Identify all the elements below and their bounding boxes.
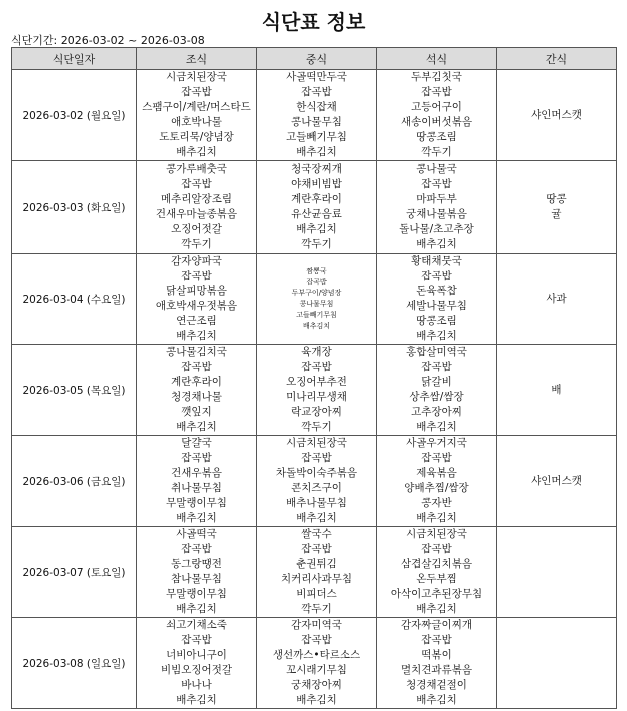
menu-item: 귤	[551, 208, 562, 220]
menu-item: 잡곡밥	[421, 270, 452, 282]
menu-item: 배추김치	[176, 512, 217, 524]
lunch-cell	[257, 70, 377, 161]
menu-item: 배추김치	[416, 421, 457, 433]
meal-period-label: 식단기간: 2026-03-02 ~ 2026-03-08	[11, 34, 205, 47]
menu-item: 깍두기	[301, 238, 332, 250]
menu-item: 배추김치	[176, 330, 217, 342]
menu-item: 미나리무생채	[286, 391, 347, 403]
menu-item: 배추김치	[416, 330, 457, 342]
menu-item: 깍두기	[301, 603, 332, 615]
menu-item: 배추김치	[296, 512, 337, 524]
meal-date: 2026-03-02 (월요일)	[12, 70, 137, 161]
menu-item: 건새우마늘종볶음	[155, 208, 238, 220]
meal-date: 2026-03-06 (금요일)	[12, 436, 137, 527]
menu-item: 청경채겉절이	[406, 679, 467, 691]
snack-cell	[497, 436, 617, 527]
menu-item: 계란후라이	[171, 376, 222, 388]
menu-item: 비빔오징어젓갈	[160, 664, 232, 676]
table-row	[12, 70, 617, 161]
menu-item: 메추리알장조림	[160, 193, 232, 205]
menu-item: 잡곡밥	[306, 278, 327, 286]
menu-item: 깍두기	[181, 238, 212, 250]
dinner-cell	[377, 345, 497, 436]
menu-item: 차돌박이숙주볶음	[275, 467, 358, 479]
snack-cell	[497, 161, 617, 254]
menu-item: 잡곡밥	[181, 634, 212, 646]
dinner-cell	[377, 436, 497, 527]
menu-item: 콩나물김치국	[166, 346, 227, 358]
menu-item: 땅콩조림	[416, 315, 457, 327]
menu-item: 배추김치	[416, 603, 457, 615]
menu-item: 상추쌈/쌈장	[409, 391, 464, 403]
menu-item: 비피더스	[296, 588, 337, 600]
lunch-cell	[257, 345, 377, 436]
menu-item: 감자미역국	[291, 619, 342, 631]
menu-item: 고등어구이	[411, 101, 462, 113]
menu-item: 청국장찌개	[291, 163, 342, 175]
menu-item: 닭갈비	[421, 376, 452, 388]
table-row	[12, 618, 617, 709]
menu-item: 배추김치	[176, 421, 217, 433]
dinner-cell	[377, 70, 497, 161]
menu-item: 콩나물무침	[299, 300, 334, 308]
menu-item: 참나물무침	[171, 573, 222, 585]
menu-item: 잡곡밥	[421, 86, 452, 98]
menu-item: 잡곡밥	[421, 361, 452, 373]
meal-date: 2026-03-05 (목요일)	[12, 345, 137, 436]
menu-item: 돌나물/초고추장	[399, 223, 474, 235]
menu-item: 잡곡밥	[421, 452, 452, 464]
menu-item: 오징어젓갈	[171, 223, 222, 235]
menu-item: 배추김치	[296, 223, 337, 235]
menu-item: 콩자반	[421, 497, 452, 509]
menu-item: 잡곡밥	[301, 634, 332, 646]
snack-cell	[497, 254, 617, 345]
table-row	[12, 345, 617, 436]
menu-item: 바나나	[181, 679, 212, 691]
menu-item: 콩가루배춧국	[166, 163, 227, 175]
menu-item: 취나물무침	[171, 482, 222, 494]
menu-item: 배추김치	[416, 512, 457, 524]
menu-item: 땅콩조림	[416, 131, 457, 143]
table-row	[12, 161, 617, 254]
menu-item: 콩나물무침	[291, 116, 342, 128]
menu-item: 샤인머스캣	[531, 108, 582, 121]
lunch-cell	[257, 527, 377, 618]
menu-item: 감자양파국	[171, 255, 222, 267]
page-title: 식단표 정보	[261, 10, 366, 34]
menu-item: 치커리사과무침	[280, 573, 352, 585]
menu-item: 유산균음료	[291, 208, 342, 220]
menu-item: 춘권튀김	[296, 558, 337, 570]
menu-item: 닭살피망볶음	[166, 285, 227, 297]
table-row	[12, 436, 617, 527]
menu-item: 잡곡밥	[421, 543, 452, 555]
menu-item: 잡곡밥	[181, 86, 212, 98]
menu-item: 고추장아찌	[411, 406, 462, 418]
lunch-cell	[257, 618, 377, 709]
breakfast-cell	[137, 70, 257, 161]
menu-item: 계란후라이	[291, 193, 342, 205]
lunch-cell	[257, 436, 377, 527]
menu-item: 사골떡만두국	[286, 71, 347, 83]
menu-item: 생선까스•타르소스	[272, 649, 361, 661]
menu-item: 사골우거지국	[406, 437, 467, 449]
menu-item: 땅콩	[546, 193, 567, 205]
menu-item: 양배추찜/쌈장	[404, 482, 469, 494]
menu-item: 배	[551, 383, 562, 396]
meal-date: 2026-03-04 (수요일)	[12, 254, 137, 345]
menu-item: 배추김치	[296, 146, 337, 158]
menu-item: 청경채나물	[171, 391, 222, 403]
menu-item: 잡곡밥	[181, 543, 212, 555]
menu-item: 연근조림	[176, 315, 217, 327]
meal-plan-table	[11, 47, 617, 709]
breakfast-cell	[137, 254, 257, 345]
menu-item: 잡곡밥	[181, 452, 212, 464]
menu-item: 건새우볶음	[171, 467, 222, 479]
menu-item: 궁채나물볶음	[406, 208, 467, 220]
menu-item: 황태채뭇국	[411, 255, 462, 267]
menu-item: 마파두부	[416, 193, 457, 205]
menu-item: 궁채장아찌	[291, 679, 342, 691]
menu-item: 잡곡밥	[301, 361, 332, 373]
menu-item: 잡곡밥	[301, 452, 332, 464]
menu-item: 도토리묵/양념장	[159, 131, 234, 143]
menu-item: 배추나물무침	[286, 497, 347, 509]
menu-item: 너비아니구이	[166, 649, 227, 661]
dinner-cell	[377, 161, 497, 254]
header-lunch: 중식	[257, 48, 377, 70]
snack-cell	[497, 345, 617, 436]
meal-date: 2026-03-03 (화요일)	[12, 161, 137, 254]
menu-item: 고들빼기무침	[286, 131, 347, 143]
meal-date: 2026-03-07 (토요일)	[12, 527, 137, 618]
menu-item: 오징어부추전	[286, 376, 347, 388]
dinner-cell	[377, 254, 497, 345]
menu-item: 야채비빔밥	[291, 178, 342, 190]
menu-item: 샤인머스캣	[531, 474, 582, 487]
menu-item: 쇠고기채소죽	[166, 619, 227, 631]
menu-item: 잡곡밥	[181, 270, 212, 282]
menu-item: 배추김치	[176, 146, 217, 158]
menu-item: 무말랭이무침	[166, 588, 227, 600]
menu-item: 콘치즈구이	[291, 482, 342, 494]
menu-item: 쌀국수	[301, 528, 332, 540]
menu-item: 시금치된장국	[406, 528, 467, 540]
breakfast-cell	[137, 161, 257, 254]
menu-item: 고들빼기무침	[296, 311, 337, 319]
menu-item: 깍두기	[421, 146, 452, 158]
menu-item: 한식잡채	[296, 101, 337, 113]
menu-item: 떡볶이	[421, 649, 452, 661]
menu-item: 새송이버섯볶음	[400, 116, 472, 128]
snack-cell	[497, 618, 617, 709]
dinner-cell	[377, 618, 497, 709]
menu-item: 사골떡국	[176, 528, 217, 540]
meal-date: 2026-03-08 (일요일)	[12, 618, 137, 709]
menu-item: 락교장아찌	[291, 406, 342, 418]
menu-item: 배추김치	[176, 603, 217, 615]
menu-item: 콩나물국	[416, 163, 457, 175]
menu-item: 사과	[546, 292, 567, 305]
menu-item: 달걀국	[181, 437, 212, 449]
menu-item: 돈육폭찹	[416, 285, 457, 297]
header-dinner: 석식	[377, 48, 497, 70]
table-row	[12, 527, 617, 618]
menu-item: 잡곡밥	[301, 86, 332, 98]
snack-cell	[497, 527, 617, 618]
menu-item: 아삭이고추된장무침	[390, 588, 483, 600]
menu-item: 온두부찜	[416, 573, 457, 585]
menu-item: 시금치된장국	[286, 437, 347, 449]
menu-item: 꼬시래기무침	[286, 664, 347, 676]
menu-item: 잡곡밥	[181, 178, 212, 190]
menu-item: 잡곡밥	[301, 543, 332, 555]
menu-item: 배추김치	[416, 694, 457, 706]
lunch-cell	[257, 161, 377, 254]
snack-cell	[497, 70, 617, 161]
menu-item: 홍합살미역국	[406, 346, 467, 358]
breakfast-cell	[137, 436, 257, 527]
menu-item: 세발나물무침	[406, 300, 467, 312]
menu-item: 애호박나물	[171, 116, 222, 128]
dinner-cell	[377, 527, 497, 618]
menu-item: 두부김칫국	[411, 71, 462, 83]
menu-item: 제육볶음	[416, 467, 457, 479]
menu-item: 깻잎지	[181, 406, 212, 418]
header-snack: 간식	[497, 48, 617, 70]
menu-item: 두부구이/양념장	[291, 289, 342, 297]
menu-item: 깍두기	[301, 421, 332, 433]
lunch-cell	[257, 254, 377, 345]
breakfast-cell	[137, 345, 257, 436]
menu-item: 멸치견과류볶음	[400, 664, 472, 676]
menu-item: 육개장	[301, 346, 332, 358]
menu-item: 배추김치	[176, 694, 217, 706]
menu-item: 배추김치	[302, 322, 331, 330]
table-row	[12, 254, 617, 345]
header-breakfast: 조식	[137, 48, 257, 70]
menu-item: 감자짜글이찌개	[400, 619, 472, 631]
header-date: 식단일자	[12, 48, 137, 70]
breakfast-cell	[137, 618, 257, 709]
menu-item: 무말랭이무침	[166, 497, 227, 509]
breakfast-cell	[137, 527, 257, 618]
menu-item: 동그랑땡전	[171, 558, 222, 570]
menu-item: 삼겹살김치볶음	[400, 558, 472, 570]
menu-item: 시금치된장국	[166, 71, 227, 83]
menu-item: 잡곡밥	[421, 178, 452, 190]
menu-item: 잡곡밥	[181, 361, 212, 373]
menu-item: 스팸구이/계란/머스타드	[142, 101, 251, 113]
menu-item: 짬뽕국	[306, 267, 327, 275]
menu-item: 잡곡밥	[421, 634, 452, 646]
table-header-row	[12, 48, 617, 70]
menu-item: 배추김치	[416, 238, 457, 250]
menu-item: 배추김치	[296, 694, 337, 706]
menu-item: 애호박새우젓볶음	[155, 300, 238, 312]
